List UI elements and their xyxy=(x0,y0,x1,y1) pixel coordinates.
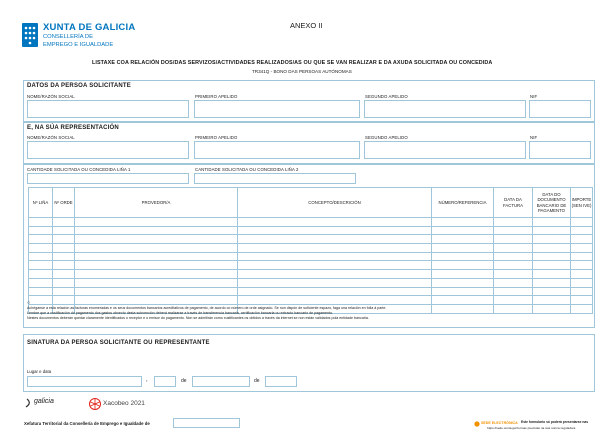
place-field[interactable] xyxy=(27,376,142,387)
table-row xyxy=(29,235,593,244)
table-row xyxy=(29,278,593,287)
table-cell[interactable] xyxy=(53,218,75,227)
table-cell[interactable] xyxy=(571,304,593,313)
form-title: LISTAXE COA RELACIÓN DOS/DAS SERVIZOS/ACTIVIDADES REALIZADOS/AS OU QUE SE VAN REALIZAR E DA AXUDA SOLICITADA OU CONCEDIDA xyxy=(92,60,493,66)
header-invoice-date: DATA DA FACTURA xyxy=(494,188,533,218)
logo-subtitle-2: EMPREGO E IGUALDADE xyxy=(43,42,114,48)
services-table xyxy=(28,187,593,314)
year-field[interactable] xyxy=(265,376,297,387)
table-cell[interactable] xyxy=(494,296,533,305)
table-cell[interactable] xyxy=(571,296,593,305)
table-cell[interactable] xyxy=(432,252,494,261)
table-row xyxy=(29,296,593,305)
table-cell[interactable] xyxy=(53,235,75,244)
table-cell[interactable] xyxy=(75,278,238,287)
table-cell[interactable] xyxy=(533,244,571,253)
table-cell[interactable] xyxy=(238,244,432,253)
amount-line1-field[interactable] xyxy=(27,173,189,184)
representative-name-label: NOME/RAZÓN SOCIAL xyxy=(27,135,75,140)
table-cell[interactable] xyxy=(29,261,53,270)
table-cell[interactable] xyxy=(29,252,53,261)
representative-surname2-label: SEGUNDO APELIDO xyxy=(365,135,408,140)
table-cell[interactable] xyxy=(53,287,75,296)
table-cell[interactable] xyxy=(238,235,432,244)
table-cell[interactable] xyxy=(571,244,593,253)
table-cell[interactable] xyxy=(53,244,75,253)
table-cell[interactable] xyxy=(75,287,238,296)
notes-line-1: Achéganse a esta relación as facturas enumeradas e os seus documentos bancarios acreditativos de pagamento, de acordo co número de orde asignado. Se non dispón de suficiente espazo, faga una relación en folla á parte. xyxy=(27,306,387,310)
table-cell[interactable] xyxy=(75,296,238,305)
galicia-swirl-icon xyxy=(24,397,34,409)
logo-title: XUNTA DE GALICIA xyxy=(43,22,136,33)
table-cell[interactable] xyxy=(494,270,533,279)
table-cell[interactable] xyxy=(53,261,75,270)
table-cell[interactable] xyxy=(533,270,571,279)
office-field[interactable] xyxy=(173,418,240,428)
table-cell[interactable] xyxy=(29,218,53,227)
representative-nif-label: NIF xyxy=(530,135,538,140)
applicant-surname2-label: SEGUNDO APELIDO xyxy=(365,94,408,99)
table-cell[interactable] xyxy=(238,218,432,227)
applicant-surname2-field[interactable] xyxy=(364,100,526,118)
table-cell[interactable] xyxy=(29,287,53,296)
month-field[interactable] xyxy=(192,376,250,387)
table-cell[interactable] xyxy=(571,252,593,261)
table-cell[interactable] xyxy=(494,235,533,244)
table-cell[interactable] xyxy=(494,304,533,313)
table-cell[interactable] xyxy=(29,226,53,235)
table-cell[interactable] xyxy=(533,226,571,235)
amount-line2-field[interactable] xyxy=(194,173,356,184)
table-row xyxy=(29,270,593,279)
table-row xyxy=(29,244,593,253)
table-row xyxy=(29,261,593,270)
table-cell[interactable] xyxy=(432,244,494,253)
applicant-nif-field[interactable] xyxy=(529,100,591,118)
day-field[interactable] xyxy=(154,376,176,387)
table-cell[interactable] xyxy=(432,235,494,244)
representative-surname2-field[interactable] xyxy=(364,141,526,159)
table-cell[interactable] xyxy=(75,270,238,279)
table-cell[interactable] xyxy=(53,226,75,235)
table-cell[interactable] xyxy=(75,244,238,253)
table-cell[interactable] xyxy=(533,287,571,296)
table-row xyxy=(29,218,593,227)
logo-subtitle-1: CONSELLERÍA DE xyxy=(43,34,93,40)
notes-marker: ○ xyxy=(27,300,31,306)
xacobeo-text: Xacobeo 2021 xyxy=(103,400,145,407)
table-cell[interactable] xyxy=(29,235,53,244)
signature-title: SINATURA DA PERSOA SOLICITANTE OU REPRESENTANTE xyxy=(27,340,210,346)
office-label: Xefatura Territorial da Consellería de Emprego e Igualdade de xyxy=(24,421,150,426)
sede-electronica-icon xyxy=(474,421,480,427)
table-cell[interactable] xyxy=(571,278,593,287)
representative-name-field[interactable] xyxy=(27,141,189,159)
representative-surname1-field[interactable] xyxy=(194,141,360,159)
table-cell[interactable] xyxy=(533,252,571,261)
amount-line1-label: CANTIDADE SOLICITADA OU CONCEDIDA LIÑA 1 xyxy=(27,167,131,172)
representative-nif-field[interactable] xyxy=(529,141,591,159)
electronic-note-2: https://sede.xunta.gal formas previstas na súa norma reguladora xyxy=(487,426,576,430)
table-cell[interactable] xyxy=(432,270,494,279)
table-cell[interactable] xyxy=(571,270,593,279)
electronic-note-1: Este formulario só poderá presentarse nas xyxy=(521,420,589,424)
table-cell[interactable] xyxy=(75,261,238,270)
table-cell[interactable] xyxy=(494,226,533,235)
annex-label: ANEXO II xyxy=(290,21,323,30)
table-cell[interactable] xyxy=(238,270,432,279)
header-order-number: Nº ORDE xyxy=(53,188,75,218)
header-line-number: Nº LIÑA xyxy=(29,188,53,218)
table-cell[interactable] xyxy=(75,252,238,261)
table-cell[interactable] xyxy=(571,226,593,235)
table-cell[interactable] xyxy=(494,287,533,296)
comma-separator: , xyxy=(146,377,148,383)
table-cell[interactable] xyxy=(238,252,432,261)
table-cell[interactable] xyxy=(53,270,75,279)
table-cell[interactable] xyxy=(432,278,494,287)
table-cell[interactable] xyxy=(238,226,432,235)
table-cell[interactable] xyxy=(432,296,494,305)
table-cell[interactable] xyxy=(53,278,75,287)
table-cell[interactable] xyxy=(432,261,494,270)
table-cell[interactable] xyxy=(29,278,53,287)
table-cell[interactable] xyxy=(494,278,533,287)
applicant-name-label: NOME/RAZÓN SOCIAL xyxy=(27,94,75,99)
table-cell[interactable] xyxy=(29,270,53,279)
table-cell[interactable] xyxy=(432,287,494,296)
table-cell[interactable] xyxy=(29,296,53,305)
table-cell[interactable] xyxy=(75,226,238,235)
table-cell[interactable] xyxy=(75,218,238,227)
galicia-logo-text: galicia xyxy=(34,398,54,405)
table-cell[interactable] xyxy=(432,226,494,235)
table-cell[interactable] xyxy=(533,235,571,244)
table-cell[interactable] xyxy=(571,235,593,244)
table-cell[interactable] xyxy=(238,278,432,287)
electronic-badge-text: SEDE ELECTRÓNICA xyxy=(481,421,518,425)
table-cell[interactable] xyxy=(53,296,75,305)
table-header-row xyxy=(29,188,593,218)
form-subtitle: TR341Q - BONO DAS PERSOAS AUTÓNOMAS xyxy=(252,69,352,74)
header-payment-date: DATA DO DOCUMENTO BANCARIO DE PAGAMENTO xyxy=(533,188,571,218)
table-cell[interactable] xyxy=(494,252,533,261)
amount-line2-label: CANTIDADE SOLICITADA OU CONCEDIDA LIÑA 2 xyxy=(195,167,299,172)
table-cell[interactable] xyxy=(494,218,533,227)
applicant-name-field[interactable] xyxy=(27,100,189,118)
table-cell[interactable] xyxy=(533,218,571,227)
applicant-surname1-label: PRIMEIRO APELIDO xyxy=(195,94,238,99)
de-label-1: de xyxy=(181,378,187,384)
notes-line-3: Nestes documentos deberán quedar claramente identificados o receptor e o emisor do pagamento. Non se admitirán como xustificantes os obtidos a través da internet se non están validados pola entidade bancaria. xyxy=(27,316,369,320)
representative-surname1-label: PRIMEIRO APELIDO xyxy=(195,135,238,140)
place-date-label: Lugar e data xyxy=(27,369,52,374)
applicant-nif-label: NIF xyxy=(530,94,538,99)
representative-title: E, NA SÚA REPRESENTACIÓN xyxy=(27,125,119,131)
xunta-emblem-icon xyxy=(21,22,39,48)
table-cell[interactable] xyxy=(533,304,571,313)
xacobeo-shell-icon xyxy=(89,398,101,410)
table-cell[interactable] xyxy=(238,261,432,270)
xacobeo-logo xyxy=(89,398,159,410)
table-cell[interactable] xyxy=(238,287,432,296)
header-reference: NÚMERO/REFERENCIA xyxy=(432,188,494,218)
xunta-logo xyxy=(21,22,39,48)
table-row xyxy=(29,226,593,235)
header-concept: CONCEPTO/DESCRICIÓN xyxy=(238,188,432,218)
header-provider: PROVEDOR/A xyxy=(75,188,238,218)
table-cell[interactable] xyxy=(29,244,53,253)
header-amount: IMPORTE (SEN IVE) xyxy=(571,188,593,218)
table-cell[interactable] xyxy=(533,278,571,287)
table-cell[interactable] xyxy=(238,296,432,305)
table-cell[interactable] xyxy=(432,218,494,227)
de-label-2: de xyxy=(254,378,260,384)
applicant-title: DATOS DA PERSOA SOLICITANTE xyxy=(27,83,131,89)
table-cell[interactable] xyxy=(571,287,593,296)
galicia-logo xyxy=(24,397,64,411)
table-row xyxy=(29,252,593,261)
table-cell[interactable] xyxy=(494,244,533,253)
applicant-surname1-field[interactable] xyxy=(194,100,360,118)
table-cell[interactable] xyxy=(432,304,494,313)
table-cell[interactable] xyxy=(533,296,571,305)
table-cell[interactable] xyxy=(533,261,571,270)
table-cell[interactable] xyxy=(494,261,533,270)
notes-line-2: Lembre que a xustificación do pagamento dos gastos obxecto desta subvención deberá realizarse a través de transferencia bancaria, certificación bancaria ou extracto bancario de pagamento. xyxy=(27,311,334,315)
table-cell[interactable] xyxy=(53,252,75,261)
table-row xyxy=(29,287,593,296)
table-cell[interactable] xyxy=(571,218,593,227)
table-cell[interactable] xyxy=(571,261,593,270)
table-cell[interactable] xyxy=(75,235,238,244)
